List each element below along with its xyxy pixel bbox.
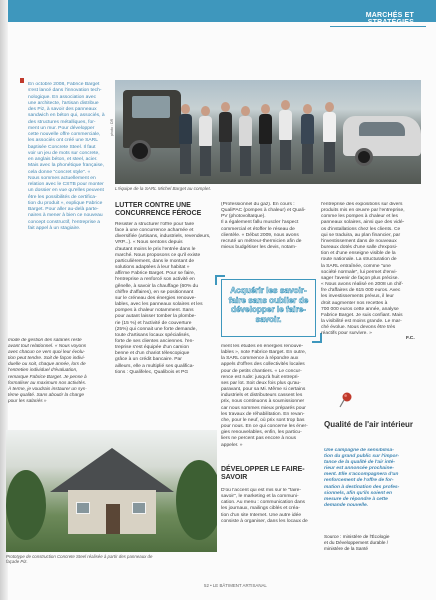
- section-faire-text: [221, 488, 319, 528]
- text-line: ailleurs, elle a multiplié ses qualifica-: [115, 363, 195, 369]
- text-line: lables », note Fabrice Barget. En outre,: [221, 350, 307, 356]
- text-line: industriels et distributeurs cassent les: [221, 393, 303, 399]
- team-member: [301, 104, 314, 174]
- sidebar-text: [324, 448, 422, 522]
- text-line: sager l'avenir de façon plus précise.: [321, 275, 399, 281]
- text-line: D'où l'accent qui est mis sur le "faire-: [221, 488, 301, 493]
- text-line: tion et d'une enseigne visible de la: [321, 251, 396, 257]
- text-line: bureaux dotés d'une salle d'exposi-: [321, 245, 398, 251]
- tree-image: [176, 460, 217, 540]
- section-rule: [330, 26, 426, 27]
- text-line: ché évolue. Nous devons être très: [321, 325, 396, 331]
- truck-wheel: [129, 140, 151, 162]
- text-line: Fabrice Barget. Je suis confiant. Mais: [321, 312, 403, 318]
- text-line: produits mis en œuvre par l'entreprise,: [321, 208, 405, 214]
- text-line: façade Piz.: [6, 559, 28, 565]
- text-line: l'entreprise a renforcé son activité en: [115, 277, 195, 283]
- text-line: benne et d'un chariot télescopique: [115, 351, 190, 357]
- text-line: pour de petits chantiers. « Le concur-: [221, 368, 302, 374]
- text-line: tion du produit », explique Fabrice: [28, 200, 103, 206]
- team-member: [323, 102, 336, 172]
- car-wheel: [355, 148, 373, 166]
- text-line: 700 000 euros cette année, analyse: [321, 306, 399, 312]
- text-line: voir un jeu de mots sur concrete,: [28, 150, 100, 156]
- text-line: les investissements prévus, il leur: [321, 294, 394, 300]
- text-line: ment un mur. Pour développer: [28, 125, 95, 131]
- text-line: sur le créneau des énergies renouve-: [115, 295, 197, 301]
- text-line: solutions adaptées à leur habitat »: [115, 265, 190, 271]
- text-line: naires à mener à bien ce nouveau: [28, 213, 103, 219]
- text-line: un dossier en vue qu'elles peuvent: [28, 188, 104, 194]
- text-line: os d'installations chez les clients. Ce: [321, 226, 401, 232]
- photo-caption-bottom: [6, 554, 218, 568]
- text-line: clientèle. « Début 2009, nous avons: [221, 232, 299, 238]
- text-line: consiste à organiser, dans les locaux de: [221, 518, 308, 524]
- text-line: remarque Fabrice Barget. Je pense à: [8, 374, 87, 380]
- col1-continued-text: [8, 338, 112, 412]
- author-signature: F.C.: [406, 336, 415, 341]
- text-line: ses par lot. Soit deux fois plus qu'au-: [221, 380, 301, 386]
- text-line: Prototype de construction Concrete Steel réalisée à partir des panneaux de: [6, 554, 153, 559]
- text-line: marché. Nous proposons ce qu'il existe: [115, 252, 201, 258]
- text-line: nologique. En association avec: [28, 94, 97, 100]
- text-line: cette nouvelle offre commerciale,: [28, 132, 101, 137]
- text-line: paravant, pour sa Mi. Même si certains: [221, 387, 306, 393]
- house-roof: [50, 448, 174, 492]
- text-line: avec chacun ce vers quoi leur évolu-: [8, 350, 86, 356]
- text-line: gies renouvelables, enfin, les particu-: [221, 430, 302, 436]
- team-member: [239, 106, 252, 176]
- text-line: pour autant laisser tomber la plombe-: [115, 314, 197, 320]
- sidebar-source: [324, 534, 422, 560]
- text-line: et du Développement durable /: [324, 540, 389, 545]
- text-line: che, pour le neuf, où prix sont trop bas: [221, 417, 305, 423]
- photo-credit: photo : DR: [110, 118, 114, 136]
- text-line: des structures métalliques, for-: [28, 119, 96, 125]
- text-line: tance de la qualité de l'air inté-: [324, 460, 396, 466]
- text-line: savoir", le marketing et la communi-: [221, 494, 299, 500]
- text-line: société normale", lui permet d'envi-: [321, 269, 398, 275]
- text-line: qui se traduira, au plan financier, par: [321, 232, 401, 238]
- car-window: [359, 122, 405, 136]
- text-line: sionnels, afin qu'ils soient en: [324, 490, 393, 496]
- text-line: diversifiée (artisans, industriels, revendeurs,: [115, 234, 211, 240]
- text-line: en anglais béton, et steel, acier.: [28, 157, 98, 162]
- text-line: (Professionnel du gaz). En cours :: [221, 202, 295, 207]
- text-line: affirme Fabrice Barget. Pour se faire,: [115, 271, 196, 277]
- text-line: pompes à chaleur notamment. Sans: [115, 308, 194, 314]
- text-line: tion peut tendre. Soit de façon indivi-: [8, 356, 86, 362]
- text-line: formaliser au maximum nos activités.: [8, 380, 87, 386]
- text-line: face à une concurrence acharnée et: [115, 228, 194, 234]
- article-start-marker: [20, 78, 24, 83]
- text-line: fre d'affaires de 615 000 euros. Avec: [321, 288, 401, 294]
- house-window: [76, 502, 90, 514]
- text-line: En octobre 2008, Fabrice Barget: [28, 82, 100, 87]
- text-line: grâce à un crédit bancaire. Par: [115, 357, 182, 363]
- text-line: s'est lancé dans l'innovation tech-: [28, 88, 102, 94]
- text-line: commercial et étoffer le réseau de: [221, 226, 295, 232]
- text-line: les travaux de réhabilitation. En revan-: [221, 411, 305, 417]
- team-member: [199, 106, 212, 176]
- text-line: la SARL commence à répondre aux: [221, 356, 299, 362]
- headline-lutter: LUTTER CONTRE UNE CONCURRENCE FÉROCE: [115, 202, 202, 218]
- pullquote-text: Acquérir les savoir-faire sans oublier de développer le faire-savoir.: [228, 286, 309, 324]
- team-member: [219, 102, 232, 172]
- text-line: ment les études en énergies renouve-: [221, 344, 304, 349]
- text-line: cela donne "concret style". «: [28, 169, 91, 175]
- page-footer: 52 • LE BÂTIMENT ARTISANAL: [204, 583, 267, 588]
- text-line: comme les pompes à chaleur et les: [321, 214, 398, 220]
- text-line: panneaux solaires, ainsi que des vidé-: [321, 220, 405, 226]
- text-line: toute d'artisans locaux spécialisés,: [115, 332, 191, 338]
- text-line: car nous sommes mieux préparés pour: [221, 405, 306, 411]
- text-line: Résister à structurer l'offre pour faire: [115, 222, 195, 227]
- col3-bottom-text: [221, 344, 319, 454]
- text-line: la visibilité est moins grande. Le mar-: [321, 318, 402, 324]
- pullquote-box: [221, 279, 316, 337]
- text-line: une architecte, l'artisan distribue: [28, 100, 99, 106]
- team-member: [259, 104, 272, 174]
- text-line: route nationale. La structuration de: [321, 257, 397, 263]
- text-line: (25%) qui connait une forte demande,: [115, 326, 197, 332]
- text-line: forte de ses clientes anciennes. l'en-: [115, 338, 194, 344]
- col3-top-text: [221, 202, 319, 254]
- text-line: Mais avec la phonétique française,: [28, 163, 105, 169]
- text-line: QualiPAC (pompes à chaleur) et Quali-: [221, 208, 306, 214]
- text-line: relation avec le CSTB pour monter: [28, 182, 104, 187]
- text-line: demande nouvelle.: [324, 502, 369, 508]
- intro-text: [28, 82, 110, 234]
- text-line: Source : ministère de l'Écologie: [324, 534, 390, 539]
- text-line: mieux budgétiser les devis, notam-: [221, 245, 297, 251]
- text-line: rence est rude: jusqu'à huit entrepri-: [221, 374, 300, 380]
- text-line: pour les salariés »: [8, 398, 47, 404]
- text-line: mation à destination des profes-: [324, 484, 400, 490]
- truck-window: [132, 96, 170, 118]
- text-line: recruté un métreur-thermicien afin de: [221, 238, 302, 244]
- text-line: rie (15 %) et l'activité de couverture: [115, 320, 192, 326]
- section-label: MARCHÉS ET STRATÉGIES: [365, 12, 414, 26]
- text-line: Nous sommes actuellement en: [28, 175, 96, 181]
- text-line: pour nous. En ce qui concerne les éner-: [221, 424, 308, 430]
- text-line: tion du grand public sur l'impor-: [324, 454, 400, 460]
- text-line: ministère de la Santé: [324, 546, 369, 551]
- headline-faire-savoir: DÉVELOPPER LE FAIRE-SAVOIR: [221, 466, 305, 482]
- text-line: « Nous avons réalisé en 2008 un chif-: [321, 282, 404, 288]
- text-line: prix, nous continuons à soumissionner: [221, 399, 305, 405]
- sidebar-title: Qualité de l'air intérieur: [324, 420, 414, 429]
- text-line: sandwich en béton qui, associés, à: [28, 113, 105, 119]
- text-line: baptisée Concrete Steel. Il faut: [28, 144, 96, 150]
- photo-caption-top: L'équipe de la SARL Michel Barget au complet.: [115, 186, 212, 191]
- text-line: l'investissement dans de nouveaux: [321, 238, 397, 244]
- col4-text: [321, 202, 427, 342]
- text-line: À terme, je voudrais instaurer un sys-: [8, 386, 87, 392]
- text-line: Une campagne de sensibilisa-: [324, 448, 394, 453]
- text-line: appeler. »: [221, 442, 243, 448]
- text-line: d'autant moins le prix l'entrée dans le: [115, 246, 196, 252]
- text-line: fait appel à un stagiaire.: [28, 225, 81, 231]
- text-line: particulièrement, dans le montant de: [115, 258, 195, 264]
- text-line: tème qualité. Sans aboutir la charge: [8, 392, 85, 398]
- text-line: renforcement de l'offre de for-: [324, 478, 394, 484]
- house-door: [106, 504, 120, 534]
- text-line: les journaux, mailings ciblés et créa-: [221, 506, 300, 512]
- text-line: l'entreprise des expositions sur divers: [321, 202, 403, 207]
- team-member: [179, 104, 192, 174]
- text-line: appels d'offres des collectivités locales: [221, 362, 305, 368]
- text-line: lables, avec les panneaux solaires et les: [115, 302, 203, 308]
- text-line: droit augmenter nos recettes à: [321, 300, 388, 306]
- text-line: ment. Elle s'accompagnera d'un: [324, 472, 399, 478]
- section-lutter-text: [115, 222, 217, 382]
- text-line: rieur est annoncée prochaine-: [324, 466, 394, 472]
- text-line: concept constructif, l'entreprise a: [28, 219, 101, 225]
- text-line: cation. Au menu : communication dans: [221, 500, 306, 506]
- text-line: treprise s'est équipée d'un camion: [115, 345, 189, 351]
- text-line: avant tout relationnel. « Nous voyons: [8, 344, 87, 350]
- text-line: PV (photovoltaïque).: [221, 214, 266, 220]
- pushpin-icon: [339, 392, 353, 408]
- text-line: des Piz, à savoir des panneaux: [28, 107, 97, 112]
- text-line: réactifs pour survivre. »: [321, 331, 372, 337]
- text-line: VRP...). « Nous sentons depuis: [115, 240, 183, 246]
- team-photo: [115, 80, 421, 184]
- text-line: être les possibilités de certifica-: [28, 194, 97, 200]
- text-line: Barget. Pour aller au-delà parte-: [28, 207, 99, 212]
- text-line: tions : Qualifelec, Qualibois et PG: [115, 369, 189, 375]
- text-line: mode de gestion des salariés reste: [8, 338, 82, 343]
- prototype-house-photo: [6, 430, 217, 552]
- text-line: les associés ont créé une SARL: [28, 138, 98, 144]
- text-line: gênelle, à savoir la chauffage (60% du: [115, 283, 199, 289]
- text-line: l'entretien individuel d'évaluation,: [8, 368, 78, 374]
- text-line: liers ne percent pas encore à nous: [221, 436, 297, 442]
- text-line: la SARL entraînée, comme "une: [321, 263, 391, 269]
- house-window: [132, 502, 146, 514]
- team-member: [279, 100, 292, 170]
- text-line: duelle ou soit, chaque année, lors de: [8, 362, 86, 368]
- text-line: mesure de répondre à cette: [324, 496, 388, 502]
- text-line: chiffre d'affaires), en se positionnant: [115, 289, 194, 295]
- text-line: Il a également fallu muscler l'aspect: [221, 220, 299, 226]
- text-line: tion d'un site Internet. Une autre idée: [221, 512, 302, 518]
- tree-image: [6, 470, 46, 540]
